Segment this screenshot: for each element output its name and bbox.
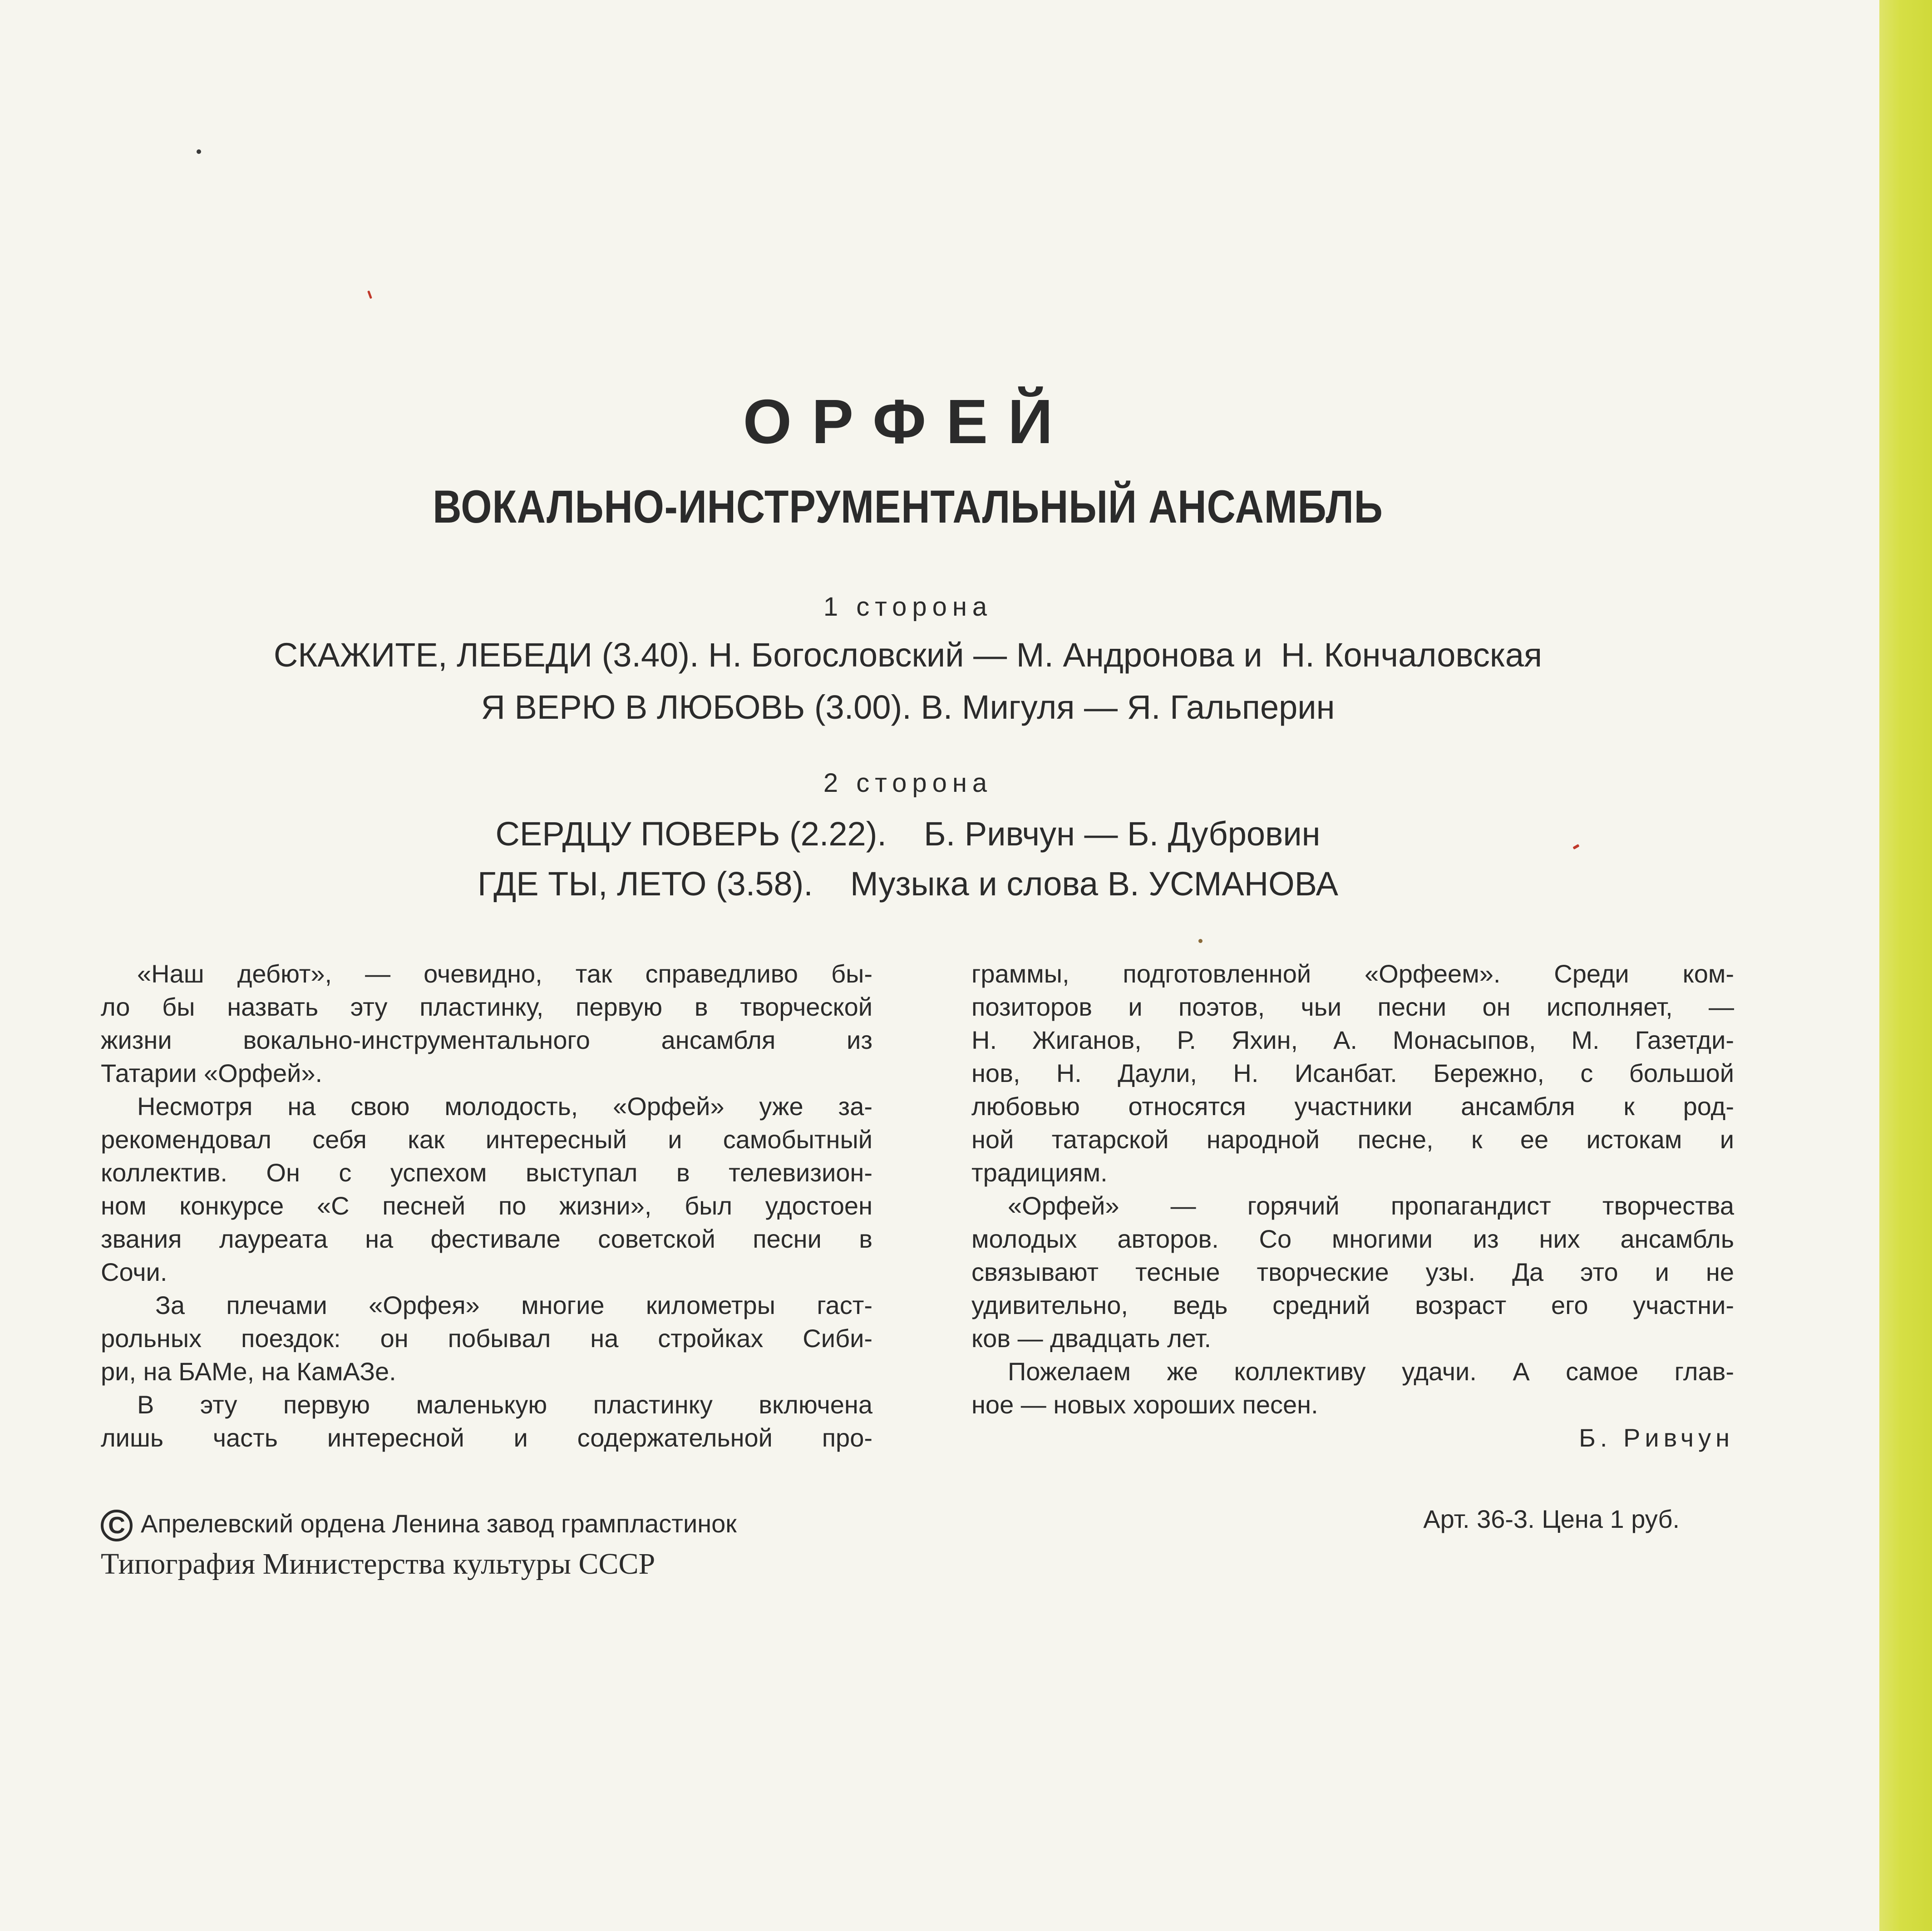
author-signature: Б. Ривчун — [1579, 1423, 1734, 1452]
price-line: Арт. 36-3. Цена 1 руб. — [1423, 1505, 1680, 1533]
notes-line: нов, Н. Даули, Н. Исанбат. Бережно, с большой — [971, 1059, 1734, 1087]
notes-line: «Орфей» — горячий пропагандист творчества — [1008, 1191, 1734, 1220]
copyright-icon: C — [101, 1510, 133, 1541]
notes-line: звания лауреата на фестивале советской песни в — [101, 1225, 872, 1253]
notes-line: ной татарской народной песне, к ее истокам и — [971, 1125, 1734, 1154]
manufacturer-line — [101, 1510, 737, 1541]
side-1-heading: 1 сторона — [823, 592, 993, 622]
notes-line: молодых авторов. Со многими из них ансамбль — [971, 1225, 1734, 1253]
notes-line: граммы, подготовленной «Орфеем». Среди ком- — [971, 959, 1734, 988]
notes-line: жизни вокально-инструментального ансамбля из — [101, 1026, 872, 1054]
notes-line: любовью относятся участники ансамбля к род- — [971, 1092, 1734, 1121]
notes-line: ное — новых хороших песен. — [971, 1390, 1318, 1419]
notes-line: Татарии «Орфей». — [101, 1059, 323, 1087]
manufacturer-text: Апрелевский ордена Ленина завод грампластинок — [141, 1509, 737, 1538]
notes-line: связывают тесные творческие узы. Да это и не — [971, 1258, 1734, 1286]
notes-line: В эту первую маленькую пластинку включена — [137, 1390, 872, 1419]
ink-speck — [1198, 939, 1203, 943]
notes-line: рекомендовал себя как интересный и самобытный — [101, 1125, 872, 1154]
liner-notes-left-column — [101, 957, 872, 1454]
side-2-heading: 2 сторона — [823, 768, 993, 798]
track-side1-1: СКАЖИТЕ, ЛЕБЕДИ (3.40). Н. Богословский — М. Андронова и Н. Кончаловская — [273, 636, 1543, 674]
notes-line: «Наш дебют», — очевидно, так справедливо бы- — [137, 959, 872, 988]
track-side2-2: ГДЕ ТЫ, ЛЕТО (3.58). Музыка и слова В. УСМАНОВА — [478, 865, 1338, 903]
notes-line: коллектив. Он с успехом выступал в телевизион- — [101, 1158, 872, 1187]
sleeve-edge-strip — [1879, 0, 1932, 1931]
ensemble-subtitle: ВОКАЛЬНО-ИНСТРУМЕНТАЛЬНЫЙ АНСАМБЛЬ — [433, 481, 1383, 533]
notes-line: традициям. — [971, 1158, 1108, 1187]
printer-line: Типография Министерства культуры СССР — [101, 1547, 656, 1580]
ink-speck — [197, 149, 201, 154]
notes-line: удивительно, ведь средний возраст его участни- — [971, 1291, 1734, 1319]
notes-line: ков — двадцать лет. — [971, 1324, 1212, 1353]
liner-notes-right-column — [971, 957, 1734, 1454]
album-title: ОРФЕЙ — [743, 387, 1073, 457]
notes-line: лишь часть интересной и содержательной про- — [101, 1423, 872, 1452]
track-side2-1: СЕРДЦУ ПОВЕРЬ (2.22). Б. Ривчун — Б. Дубровин — [495, 815, 1321, 853]
notes-line: Н. Жиганов, Р. Яхин, А. Монасыпов, М. Газетди- — [971, 1026, 1734, 1054]
notes-line: За плечами «Орфея» многие километры гаст- — [155, 1291, 872, 1319]
notes-line: ло бы назвать эту пластинку, первую в творческой — [101, 993, 872, 1021]
notes-line: Несмотря на свою молодость, «Орфей» уже за- — [137, 1092, 872, 1121]
notes-line: рольных поездок: он побывал на стройках Сиби- — [101, 1324, 872, 1353]
notes-line: ном конкурсе «С песней по жизни», был удостоен — [101, 1191, 872, 1220]
notes-line: Пожелаем же коллективу удачи. А самое глав- — [1008, 1357, 1734, 1386]
ink-speck — [367, 291, 372, 299]
notes-line: Сочи. — [101, 1258, 168, 1286]
track-side1-2: Я ВЕРЮ В ЛЮБОВЬ (3.00). В. Мигуля — Я. Гальперин — [481, 688, 1335, 726]
notes-line: ри, на БАМе, на КамАЗе. — [101, 1357, 396, 1386]
notes-line: позиторов и поэтов, чьи песни он исполняет, — — [971, 993, 1734, 1021]
